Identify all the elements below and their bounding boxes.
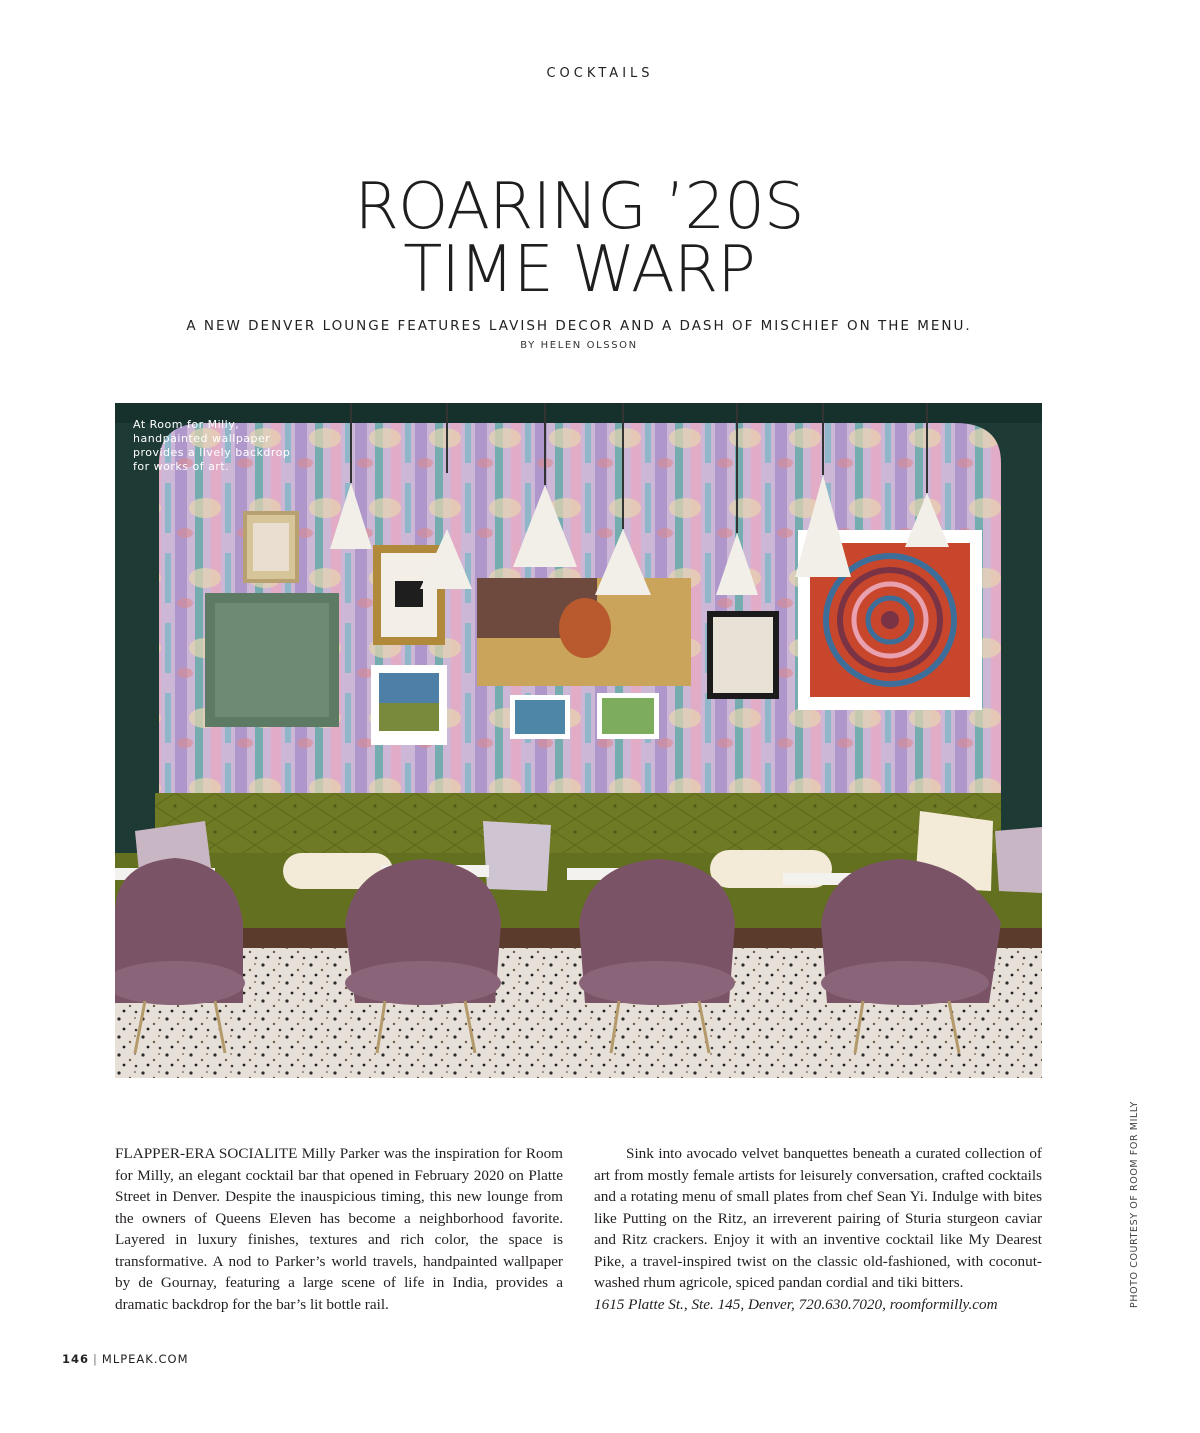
site-name: MLPEAK.COM [101,1352,189,1366]
lounge-illustration [115,403,1042,1078]
photo-credit: PHOTO COURTESY OF ROOM FOR MILLY [1129,1101,1140,1308]
folio-separator: | [93,1352,98,1366]
folio [62,1352,189,1366]
headline-line-2: TIME WARP [403,233,755,307]
photo-caption: At Room for Milly, handpainted wallpaper provides a lively backdrop for works of art. [133,418,291,473]
page-number: 146 [62,1352,90,1366]
body-paragraph-1: FLAPPER-ERA SOCIALITE Milly Parker was the inspiration for Room for Milly, an elegant cocktail bar that opened in February 2020 on Platte Street in Denver. Despite the inauspicious timing, this new lounge from the owners of Queens Eleven has become a neighborhood favorite. Layered in luxury finishes, textures and rich color, the space is transformative. A nod to Parker’s world travels, handpainted wallpaper by de Gournay, featuring a large scene of life in India, provides a dramatic backdrop for the bar’s lit bottle rail. [115,1145,563,1313]
body-paragraph-2: Sink into avocado velvet banquettes beneath a curated collection of art from mostly female artists for leisurely conversation, crafted cocktails and a rotating menu of small plates from chef Sean Yi. Indulge with bites like Putting on the Ritz, an irreverent pairing of Sturia sturgeon caviar and Ritz crackers. Enjoy it with an inventive cocktail like My Dearest Pike, a travel-inspired twist on the classic old-fashioned, with coconut-washed rhum agricole, spiced pandan cordial and tiki bitters. [594,1145,1042,1291]
headline-line-1: ROARING ’20S [354,170,804,244]
deck: A NEW DENVER LOUNGE FEATURES LAVISH DECOR AND A DASH OF MISCHIEF ON THE MENU. [186,318,972,334]
body-column-2 [594,1143,1042,1315]
body-column-1 [115,1143,563,1315]
byline: BY HELEN OLSSON [520,340,638,351]
section-label: COCKTAILS [546,66,654,81]
lounge-photo [115,403,1042,1078]
contact-info: 1615 Platte St., Ste. 145, Denver, 720.630.7020, roomformilly.com [594,1295,998,1313]
headline [0,170,1158,307]
